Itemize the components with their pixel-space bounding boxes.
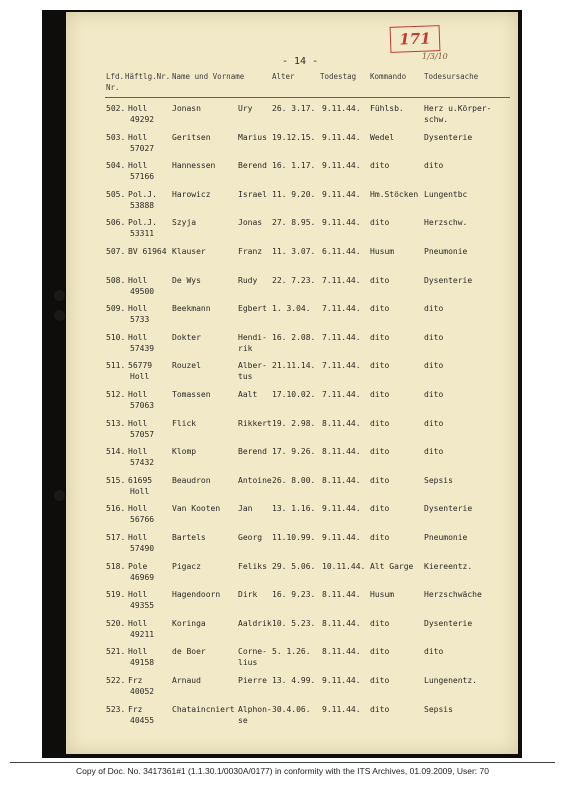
cell-first2: se	[238, 715, 248, 725]
cell-reg2: 49500	[130, 286, 155, 296]
cell-death: 8.11.44.	[322, 475, 361, 485]
cell-birth: 10. 5.23.	[272, 618, 316, 628]
cell-cause: Herzschw.	[424, 218, 468, 228]
cell-command: dito	[370, 647, 390, 657]
cell-reg2: 40455	[130, 715, 155, 725]
cell-birth: 11.10.99.	[272, 533, 316, 542]
cell-first: Feliks	[238, 561, 267, 571]
cell-nr: 513.	[106, 418, 126, 428]
cell-reg2: 57490	[130, 544, 155, 553]
archive-footer: Copy of Doc. No. 3417361#1 (1.1.30.1/0030A/0177) in conformity with the ITS Archives, 01.09.2009, User: 70	[76, 766, 489, 776]
cell-reg: 61695	[128, 475, 153, 485]
page-number: - 14 -	[282, 56, 319, 67]
cell-cause: Dysenterie	[424, 504, 473, 514]
cell-death: 10.11.44.	[322, 561, 366, 571]
cell-death: 7.11.44.	[322, 361, 361, 371]
cell-nr: 507.	[106, 247, 126, 256]
cell-nr: 522.	[106, 676, 126, 685]
cell-reg: Holl	[128, 275, 148, 285]
table-row	[0, 276, 565, 304]
cell-cause: dito	[424, 304, 444, 314]
cell-first: Pierre	[238, 676, 267, 685]
cell-birth: 11. 3.07.	[272, 247, 316, 256]
cell-first: Jonas	[238, 218, 263, 228]
cell-reg2: 57057	[130, 429, 155, 439]
cell-surname: Van Kooten	[172, 504, 221, 514]
cell-death: 9.11.44.	[322, 132, 361, 142]
archive-stamp-ref: 1/3/10	[422, 52, 448, 61]
cell-command: dito	[370, 533, 390, 542]
cell-reg2: Holl	[130, 372, 150, 382]
table-row	[0, 390, 565, 418]
cell-death: 9.11.44.	[322, 704, 361, 714]
cell-reg2: 46969	[130, 572, 155, 582]
cell-death: 9.11.44.	[322, 189, 361, 199]
cell-nr: 518.	[106, 561, 126, 571]
cell-first: Alphon-	[238, 704, 272, 714]
table-row	[0, 647, 565, 675]
cell-nr: 519.	[106, 590, 126, 600]
cell-cause: Kiereentz.	[424, 561, 473, 571]
cell-command: dito	[370, 161, 390, 171]
cell-command: Wedel	[370, 132, 395, 142]
cell-surname: Harowicz	[172, 189, 211, 199]
cell-command: dito	[370, 275, 390, 285]
cell-surname: Rouzel	[172, 361, 201, 371]
cell-reg: Holl	[128, 504, 148, 514]
table-row	[0, 447, 565, 475]
cell-surname: Klomp	[172, 447, 197, 457]
cell-nr: 520.	[106, 618, 126, 628]
cell-death: 7.11.44.	[322, 390, 361, 399]
cell-cause: Pneumonie	[424, 533, 468, 542]
table-row	[0, 161, 565, 189]
cell-surname: Jonasn	[172, 104, 201, 113]
cell-reg: Frz	[128, 676, 143, 685]
cell-surname: Szyja	[172, 218, 197, 228]
table-row	[0, 247, 565, 275]
header-reg: Häftlg.Nr.	[125, 72, 171, 81]
cell-reg2: 49292	[130, 115, 155, 124]
cell-birth: 5. 1.26.	[272, 647, 311, 657]
cell-nr: 502.	[106, 104, 126, 113]
header-death-date: Todestag	[320, 72, 357, 81]
cell-cause: dito	[424, 332, 444, 342]
table-row	[0, 419, 565, 447]
cell-command: dito	[370, 704, 390, 714]
cell-death: 9.11.44.	[322, 104, 361, 113]
cell-reg2: 56766	[130, 515, 155, 525]
cell-surname: Flick	[172, 418, 197, 428]
cell-death: 8.11.44.	[322, 447, 361, 457]
cell-reg2: 53311	[130, 229, 155, 239]
table-row	[0, 590, 565, 618]
header-name: Name und Vorname	[172, 72, 245, 81]
cell-cause: Lungentbc	[424, 189, 468, 199]
footer-divider	[10, 762, 555, 763]
cell-command: dito	[370, 475, 390, 485]
cell-first: Alber-	[238, 361, 267, 371]
cell-birth: 30.4.06.	[272, 704, 311, 714]
cell-surname: Beekmann	[172, 304, 211, 314]
cell-cause: Herzschwäche	[424, 590, 482, 600]
cell-cause: Pneumonie	[424, 247, 468, 256]
cell-first: Georg	[238, 533, 263, 542]
cell-command: dito	[370, 361, 390, 371]
cell-birth: 19.12.15.	[272, 132, 316, 142]
cell-cause: Herz u.Körper-	[424, 104, 492, 113]
cell-reg: Holl	[128, 618, 148, 628]
cell-reg: Holl	[128, 647, 148, 657]
cell-reg: Pol.J.	[128, 189, 157, 199]
cell-first: Berend	[238, 447, 267, 457]
cell-death: 7.11.44.	[322, 332, 361, 342]
header-age: Alter	[272, 72, 295, 81]
table-row	[0, 133, 565, 161]
cell-death: 9.11.44.	[322, 504, 361, 514]
cell-death: 8.11.44.	[322, 590, 361, 600]
table-row	[0, 533, 565, 561]
cell-cause: dito	[424, 161, 444, 171]
cell-first: Hendi-	[238, 332, 267, 342]
cell-reg: 56779	[128, 361, 153, 371]
cell-surname: De Wys	[172, 275, 201, 285]
cell-cause: dito	[424, 647, 444, 657]
cell-birth: 11. 9.20.	[272, 189, 316, 199]
cell-command: dito	[370, 504, 390, 514]
cell-surname: Pigacz	[172, 561, 201, 571]
cell-nr: 512.	[106, 390, 126, 399]
cell-command: dito	[370, 390, 390, 399]
cell-first2: lius	[238, 658, 258, 668]
cell-cause2: schw.	[424, 115, 449, 124]
cell-surname: de Boer	[172, 647, 206, 657]
cell-reg: Pole	[128, 561, 148, 571]
cell-birth: 17.10.02.	[272, 390, 316, 399]
cell-first: Aaldrik	[238, 618, 272, 628]
cell-command: Fühlsb.	[370, 104, 404, 113]
cell-reg2: 57063	[130, 401, 155, 410]
table-row	[0, 190, 565, 218]
cell-nr: 504.	[106, 161, 126, 171]
cell-reg2: 49158	[130, 658, 155, 668]
cell-reg: Holl	[128, 590, 148, 600]
cell-surname: Geritsen	[172, 132, 211, 142]
cell-nr: 521.	[106, 647, 126, 657]
cell-nr: 511.	[106, 361, 126, 371]
header-nr: Lfd.	[106, 72, 125, 81]
cell-birth: 13. 4.99.	[272, 676, 316, 685]
cell-cause: Sepsis	[424, 475, 453, 485]
cell-surname: Klauser	[172, 247, 206, 256]
cell-first: Egbert	[238, 304, 267, 314]
cell-nr: 506.	[106, 218, 126, 228]
cell-nr: 515.	[106, 475, 126, 485]
cell-death: 9.11.44.	[322, 161, 361, 171]
table-row	[0, 562, 565, 590]
cell-reg2: 53888	[130, 200, 155, 210]
table-row	[0, 361, 565, 389]
table-row	[0, 676, 565, 704]
cell-first: Franz	[238, 247, 263, 256]
cell-reg2: 57439	[130, 343, 155, 353]
cell-surname: Hagendoorn	[172, 590, 221, 600]
cell-reg2: 57432	[130, 458, 155, 468]
cell-command: dito	[370, 218, 390, 228]
cell-birth: 16. 2.08.	[272, 332, 316, 342]
cell-command: Husum	[370, 247, 395, 256]
cell-cause: Sepsis	[424, 704, 453, 714]
cell-first: Rudy	[238, 275, 258, 285]
cell-nr: 523.	[106, 704, 126, 714]
cell-reg: Frz	[128, 704, 143, 714]
cell-reg2: 57166	[130, 172, 155, 182]
header-command: Kommando	[370, 72, 407, 81]
cell-first: Dirk	[238, 590, 258, 600]
cell-cause: Dysenterie	[424, 618, 473, 628]
cell-first: Ury	[238, 104, 253, 113]
cell-reg2: 49211	[130, 629, 155, 639]
cell-reg: Holl	[128, 418, 148, 428]
cell-cause: dito	[424, 361, 444, 371]
cell-surname: Dokter	[172, 332, 201, 342]
cell-reg2: Holl	[130, 486, 150, 496]
cell-birth: 27. 8.95.	[272, 218, 316, 228]
cell-first2: tus	[238, 372, 253, 382]
cell-death: 7.11.44.	[322, 304, 361, 314]
cell-nr: 503.	[106, 132, 126, 142]
table-row	[0, 504, 565, 532]
cell-command: Alt Garge	[370, 561, 414, 571]
cell-reg: Holl	[128, 332, 148, 342]
cell-reg: Holl	[128, 533, 148, 542]
table-row	[0, 619, 565, 647]
cell-command: Hm.Stöcken	[370, 189, 419, 199]
cell-first: Jan	[238, 504, 253, 514]
header-divider	[105, 97, 510, 98]
cell-command: dito	[370, 332, 390, 342]
cell-death: 9.11.44.	[322, 676, 361, 685]
cell-reg: BV 61964	[128, 247, 167, 256]
cell-nr: 508.	[106, 275, 126, 285]
cell-nr: 509.	[106, 304, 126, 314]
cell-surname: Hannessen	[172, 161, 216, 171]
cell-first: Antoine	[238, 475, 272, 485]
cell-nr: 514.	[106, 447, 126, 457]
cell-birth: 16. 1.17.	[272, 161, 316, 171]
cell-death: 7.11.44.	[322, 275, 361, 285]
cell-surname: Arnaud	[172, 676, 201, 685]
cell-reg2: 5733	[130, 315, 150, 325]
cell-reg: Holl	[128, 447, 148, 457]
cell-reg: Holl	[128, 104, 148, 113]
cell-nr: 517.	[106, 533, 126, 542]
cell-death: 8.11.44.	[322, 418, 361, 428]
table-row	[0, 104, 565, 132]
cell-command: Husum	[370, 590, 395, 600]
table-row	[0, 476, 565, 504]
cell-cause: Dysenterie	[424, 275, 473, 285]
cell-first: Aalt	[238, 390, 258, 399]
cell-birth: 21.11.14.	[272, 361, 316, 371]
cell-cause: Lungenentz.	[424, 676, 477, 685]
cell-first: Israel	[238, 189, 267, 199]
cell-birth: 17. 9.26.	[272, 447, 316, 457]
cell-surname: Beaudron	[172, 475, 211, 485]
cell-reg: Holl	[128, 161, 148, 171]
cell-first: Rikkert	[238, 418, 272, 428]
cell-command: dito	[370, 447, 390, 457]
cell-nr: 516.	[106, 504, 126, 514]
cell-birth: 22. 7.23.	[272, 275, 316, 285]
cell-death: 8.11.44.	[322, 618, 361, 628]
cell-birth: 19. 2.98.	[272, 418, 316, 428]
cell-reg: Holl	[128, 304, 148, 314]
cell-surname: Bartels	[172, 533, 206, 542]
cell-cause: Dysenterie	[424, 132, 473, 142]
table-header	[0, 72, 565, 98]
cell-reg: Holl	[128, 390, 148, 399]
cell-reg2: 40052	[130, 687, 155, 696]
table-row	[0, 218, 565, 246]
cell-surname: Tomassen	[172, 390, 211, 399]
cell-birth: 29. 5.06.	[272, 561, 316, 571]
cell-birth: 26. 3.17.	[272, 104, 316, 113]
cell-nr: 505.	[106, 189, 126, 199]
cell-surname: Chataincniert	[172, 704, 235, 714]
cell-death: 9.11.44.	[322, 218, 361, 228]
cell-cause: dito	[424, 418, 444, 428]
cell-command: dito	[370, 676, 390, 685]
cell-reg: Holl	[128, 132, 148, 142]
header-cause: Todesursache	[424, 72, 479, 81]
cell-cause: dito	[424, 447, 444, 457]
cell-command: dito	[370, 304, 390, 314]
cell-cause: dito	[424, 390, 444, 399]
cell-death: 9.11.44.	[322, 533, 361, 542]
cell-reg2: 49355	[130, 601, 155, 611]
cell-death: 8.11.44.	[322, 647, 361, 657]
cell-surname: Koringa	[172, 618, 206, 628]
cell-command: dito	[370, 618, 390, 628]
cell-reg2: 57027	[130, 143, 155, 153]
cell-command: dito	[370, 418, 390, 428]
archive-stamp-number: 171	[390, 25, 441, 53]
cell-reg: Pol.J.	[128, 218, 157, 228]
cell-birth: 16. 9.23.	[272, 590, 316, 600]
cell-first: Corne-	[238, 647, 267, 657]
cell-death: 6.11.44.	[322, 247, 361, 256]
cell-birth: 13. 1.16.	[272, 504, 316, 514]
cell-birth: 1. 3.04.	[272, 304, 311, 314]
table-row	[0, 705, 565, 733]
cell-birth: 26. 8.00.	[272, 475, 316, 485]
cell-first2: rik	[238, 343, 253, 353]
cell-first: Berend	[238, 161, 267, 171]
cell-first: Marius	[238, 132, 267, 142]
table-row	[0, 333, 565, 361]
table-row	[0, 304, 565, 332]
cell-nr: 510.	[106, 332, 126, 342]
header-nr-2: Nr.	[106, 83, 120, 92]
